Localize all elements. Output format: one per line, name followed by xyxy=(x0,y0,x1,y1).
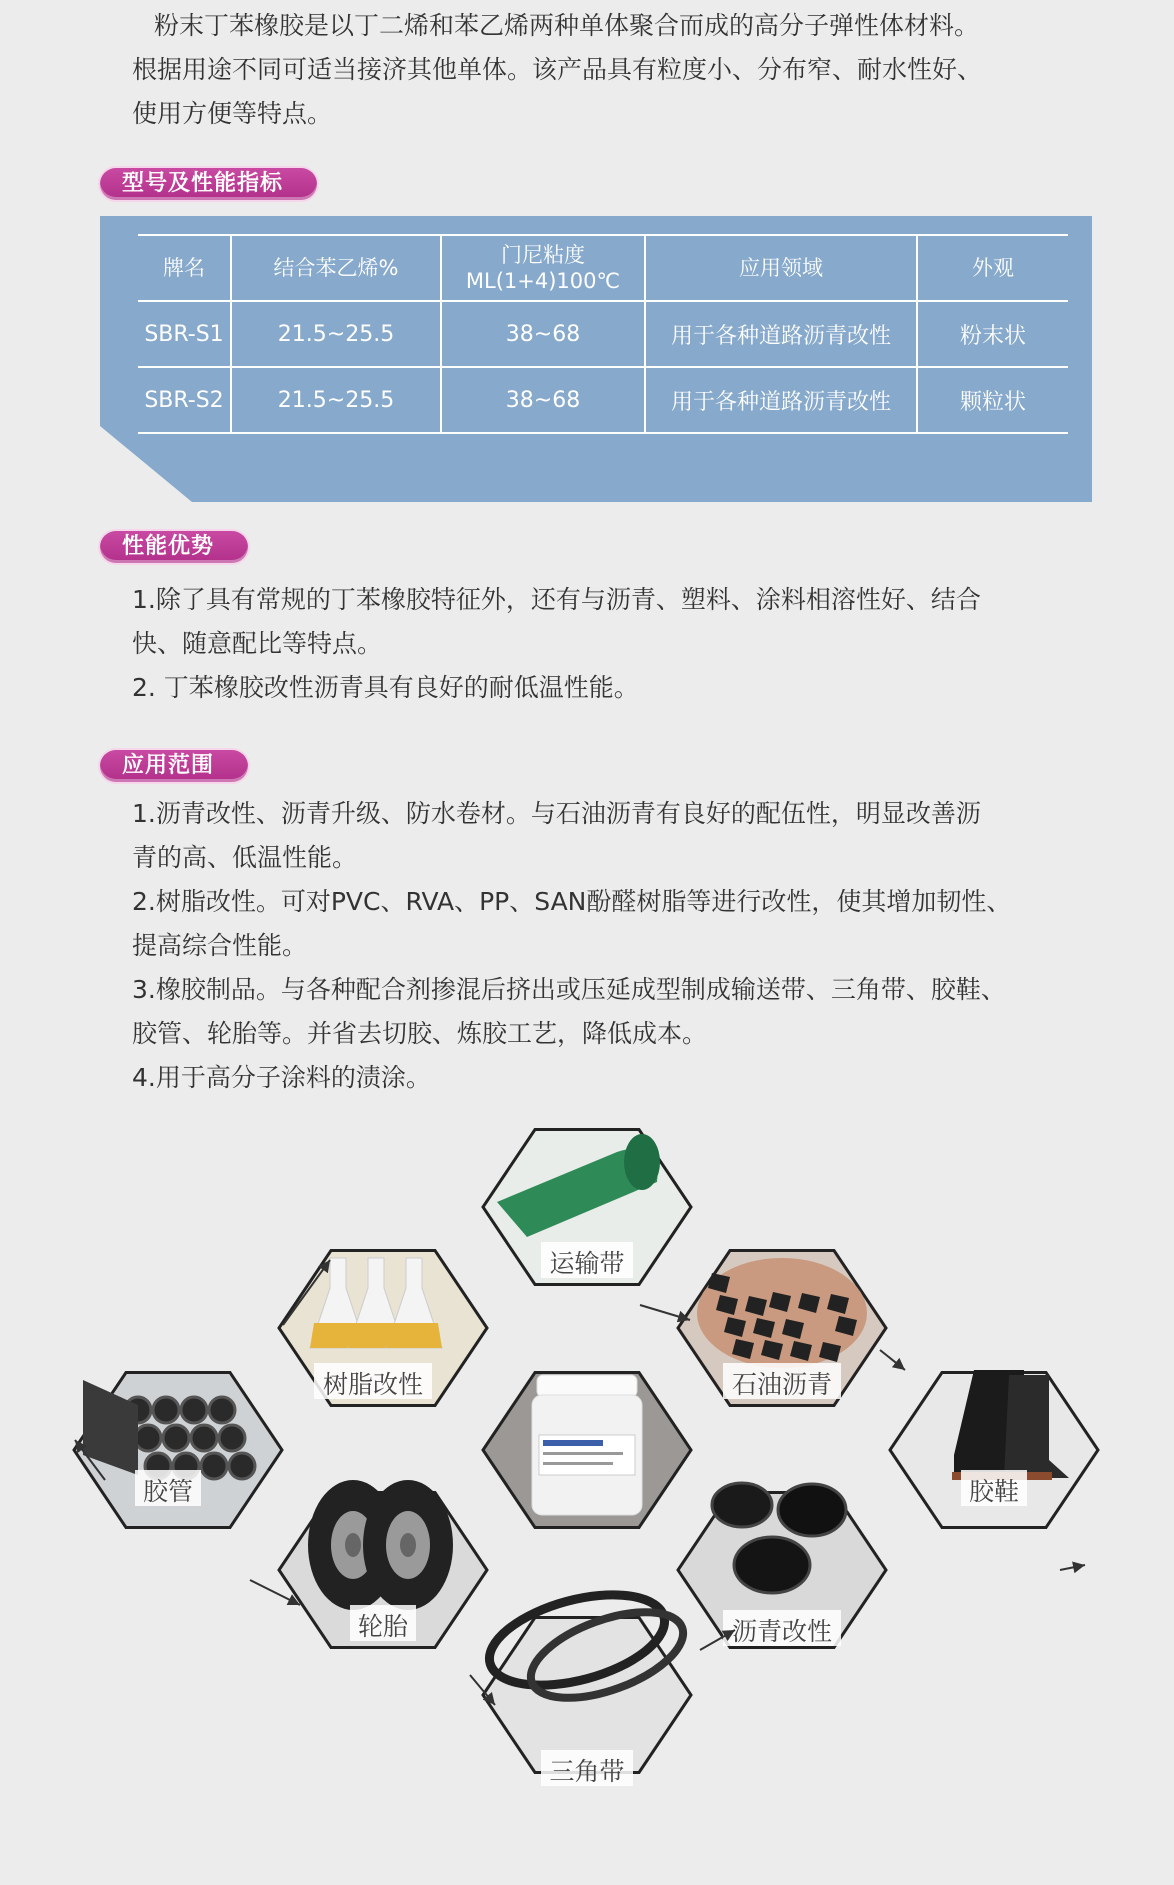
hexagon-labels xyxy=(0,1110,1174,1810)
cell-application: 用于各种道路沥青改性 xyxy=(645,367,917,433)
application-line: 胶管、轮胎等。并省去切胶、炼胶工艺，降低成本。 xyxy=(132,1019,708,1048)
spec-table-block xyxy=(100,216,1092,502)
intro-line: 根据用途不同可适当接济其他单体。该产品具有粒度小、分布窄、耐水性好、 xyxy=(132,55,983,84)
advantage-line: 1.除了具有常规的丁苯橡胶特征外，还有与沥青、塑料、涂料相溶性好、结合 xyxy=(132,585,981,614)
intro-paragraph xyxy=(132,4,1052,136)
intro-line: 使用方便等特点。 xyxy=(132,99,333,128)
cell-appearance: 颗粒状 xyxy=(917,367,1068,433)
cell-brand: SBR-S2 xyxy=(144,387,224,413)
hexagon-label: 胶鞋 xyxy=(968,1477,1020,1506)
cell-styrene: 21.5~25.5 xyxy=(231,367,441,433)
hexagon-label: 沥青改性 xyxy=(731,1617,833,1646)
spec-table-header-row xyxy=(138,235,1068,301)
application-line: 青的高、低温性能。 xyxy=(132,843,358,872)
application-line: 4.用于高分子涂料的渍涂。 xyxy=(132,1063,431,1092)
advantage-paragraph xyxy=(132,578,1052,710)
cell-application: 用于各种道路沥青改性 xyxy=(645,301,917,367)
application-paragraph xyxy=(132,792,1052,1100)
header-styrene: 结合苯乙烯% xyxy=(231,235,441,301)
header-brand: 牌名 xyxy=(163,256,205,280)
header-mooney-line1: 门尼粘度 xyxy=(501,243,585,267)
header-mooney-line2: ML(1+4)100℃ xyxy=(465,269,621,293)
hexagon-label: 三角带 xyxy=(549,1757,625,1786)
cell-mooney: 38~68 xyxy=(441,301,645,367)
header-appearance: 外观 xyxy=(917,235,1068,301)
hexagon-label: 石油沥青 xyxy=(731,1370,833,1399)
section-tag-spec: 型号及性能指标 xyxy=(100,168,317,200)
application-line: 3.橡胶制品。与各种配合剂掺混后挤出或压延成型制成输送带、三角带、胶鞋、 xyxy=(132,975,1006,1004)
hexagon-label: 运输带 xyxy=(549,1249,625,1278)
cell-appearance: 粉末状 xyxy=(917,301,1068,367)
cell-brand: SBR-S1 xyxy=(144,321,224,347)
header-mooney xyxy=(441,235,645,301)
application-line: 1.沥青改性、沥青升级、防水卷材。与石油沥青有良好的配伍性，明显改善沥 xyxy=(132,799,981,828)
intro-line: 粉末丁苯橡胶是以丁二烯和苯乙烯两种单体聚合而成的高分子弹性体材料。 xyxy=(154,11,980,40)
advantage-line: 快、随意配比等特点。 xyxy=(132,629,383,658)
section-tag-advantage: 性能优势 xyxy=(100,531,248,563)
application-line: 2.树脂改性。可对PVC、RVA、PP、SAN酚醛树脂等进行改性，使其增加韧性、 xyxy=(132,887,1012,916)
hexagon-label: 轮胎 xyxy=(357,1612,409,1641)
cell-styrene: 21.5~25.5 xyxy=(231,301,441,367)
table-row xyxy=(138,367,1068,433)
cell-mooney: 38~68 xyxy=(441,367,645,433)
advantage-line: 2. 丁苯橡胶改性沥青具有良好的耐低温性能。 xyxy=(132,673,639,702)
hexagon-label: 树脂改性 xyxy=(322,1370,424,1399)
table-row xyxy=(138,301,1068,367)
application-line: 提高综合性能。 xyxy=(132,931,308,960)
section-tag-application: 应用范围 xyxy=(100,750,248,782)
hexagon-label: 胶管 xyxy=(142,1477,194,1506)
spec-table xyxy=(138,234,1068,434)
header-application: 应用领域 xyxy=(645,235,917,301)
